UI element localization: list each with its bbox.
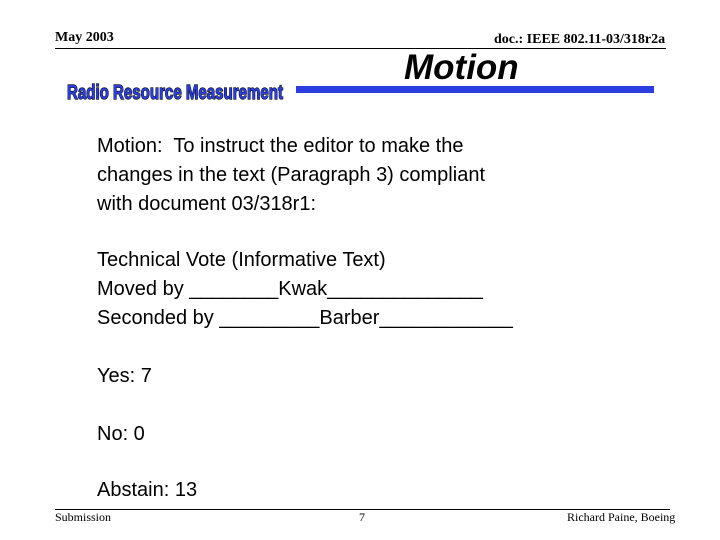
motion-line: with document 03/318r1: [97, 193, 317, 215]
no-count: No: 0 [97, 423, 145, 445]
radio-resource-measurement-logo [65, 75, 285, 103]
motion-line: Motion: To instruct the editor to make the [97, 135, 464, 157]
header-date: May 2003 [55, 30, 114, 45]
abstain-count: Abstain: 13 [97, 479, 198, 501]
page-number: 7 [359, 510, 365, 524]
motion-paragraph [97, 132, 485, 219]
header-doc-id: doc.: IEEE 802.11-03/318r2a [494, 32, 666, 47]
vote-type: Technical Vote (Informative Text) [97, 249, 386, 271]
footer-author: Richard Paine, Boeing [567, 510, 676, 524]
seconded-by: Seconded by _________Barber____________ [97, 307, 513, 329]
yes-count: Yes: 7 [97, 365, 152, 387]
slide-title: Motion [404, 48, 519, 87]
moved-by: Moved by ________Kwak______________ [97, 278, 483, 300]
logo-text: Radio Resource Measurement [67, 82, 284, 104]
motion-line: changes in the text (Paragraph 3) compliant [97, 164, 485, 186]
header-divider [55, 48, 666, 49]
footer-submission: Submission [55, 510, 112, 524]
vote-paragraph [97, 246, 513, 333]
